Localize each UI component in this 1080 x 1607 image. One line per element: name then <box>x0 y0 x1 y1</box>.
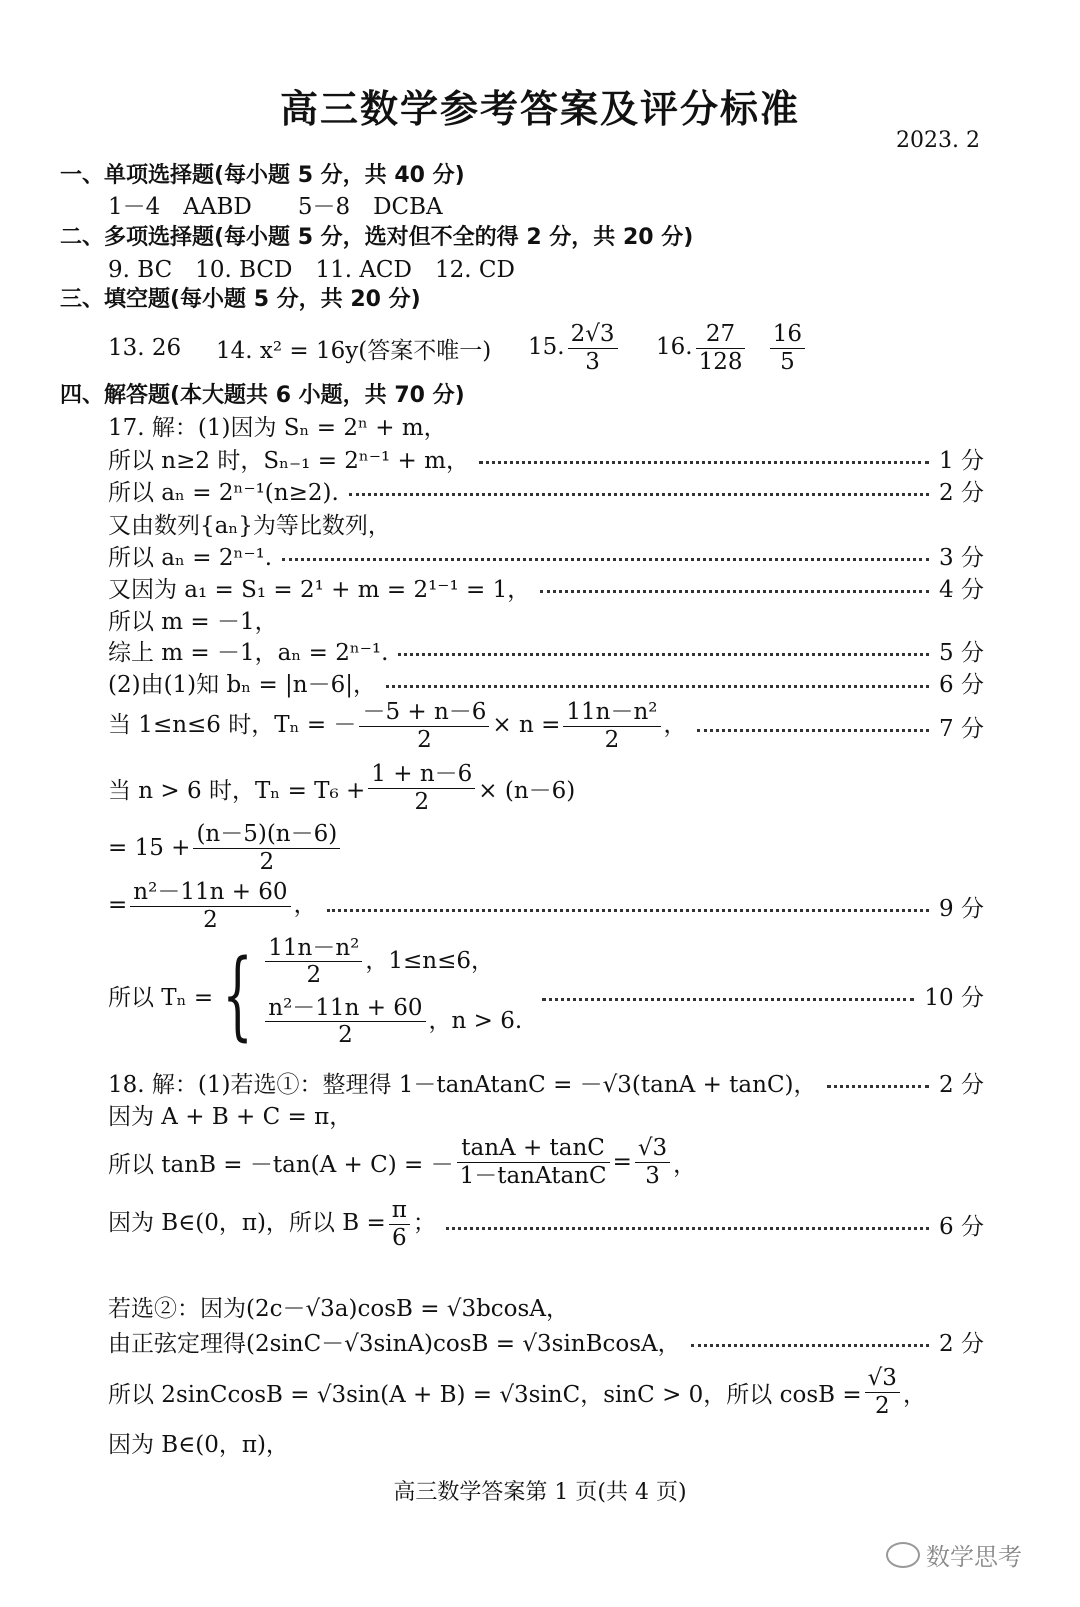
page-title: 高三数学参考答案及评分标准 <box>279 87 800 131</box>
score: 1 分 <box>939 448 984 474</box>
q17-line: 又因为 a₁ = S₁ = 2¹ + m = 2¹⁻¹ = 1， 4 分 <box>0 571 1080 604</box>
q17-line: = 15 + $\frac{(n-5)(n-6)}{2}$ <box>0 818 1080 878</box>
page-footer: 高三数学答案第 1 页(共 4 页) <box>393 1480 687 1505</box>
date: 2023. 2 <box>896 128 980 153</box>
q17-line: 所以 aₙ = 2ⁿ⁻¹. 3 分 <box>0 539 1080 572</box>
score: 4 分 <box>939 577 984 603</box>
q18-line: 因为 B∈(0，π)， <box>108 1432 289 1458</box>
q18-line: 因为 A + B + C = π， <box>108 1104 353 1130</box>
score: 2 分 <box>939 1331 984 1357</box>
q17-line: 当 n > 6 时，Tₙ = T₆ + $\frac{1 + n-6}{2}$ × (n－6) <box>108 761 576 815</box>
q17-line: 17. 解：(1)因为 Sₙ = 2ⁿ + m， <box>108 415 447 441</box>
answer-15: 15. $\frac{2√3}{3}$ <box>528 321 656 375</box>
answer-14: 14. x² = 16y(答案不唯一) <box>216 337 492 364</box>
q17-line: (2)由(1)知 bₙ = |n－6|， 6 分 <box>0 666 1080 699</box>
score: 6 分 <box>939 1213 984 1240</box>
q18-line: 所以 2sinCcosB = √3sin(A + B) = √3sinC，sinC > 0，所以 cosB = $\frac{√3}{2}$ ， <box>108 1365 926 1419</box>
q17-line: 又由数列{aₙ}为等比数列， <box>108 513 391 539</box>
section-4-heading: 四、解答题(本大题共 6 小题，共 70 分) <box>60 383 465 408</box>
score: 10 分 <box>924 984 984 1011</box>
q17-line: 所以 aₙ = 2ⁿ⁻¹(n≥2). 2 分 <box>0 474 1080 507</box>
q17-piecewise: 所以 Tₙ = { $\frac{\text{11n－n²}}{2}$ ，1≤n≤6， $\frac{\text{n²－11n + 60}}{2}$ ，n > 6. 10 分 <box>108 935 984 1051</box>
score: 7 分 <box>939 715 984 742</box>
section-3-heading: 三、填空题(每小题 5 分，共 20 分) <box>60 287 421 312</box>
q18-line: 由正弦定理得(2sinC－√3sinA)cosB = √3sinBcosA， 2 分 <box>0 1325 1080 1358</box>
score: 6 分 <box>939 672 984 698</box>
left-brace: { <box>222 939 253 1051</box>
section-1-answers: 1－4 AABD 5－8 DCBA <box>108 194 443 220</box>
score: 2 分 <box>939 1072 984 1098</box>
score: 5 分 <box>939 640 984 666</box>
score: 9 分 <box>939 895 984 922</box>
q17-line: 所以 n≥2 时，Sₙ₋₁ = 2ⁿ⁻¹ + m， 1 分 <box>0 442 1080 475</box>
section-2-heading: 二、多项选择题(每小题 5 分，选对但不全的得 2 分，共 20 分) <box>60 225 694 250</box>
watermark: 数学思考 <box>886 1537 1022 1572</box>
q17-line: = $\frac{\text{n²－11n + 60}}{2}$ ， 9 分 <box>108 879 984 933</box>
section-2-answers: 9. BC 10. BCD 11. ACD 12. CD <box>108 257 515 283</box>
q18-line: 因为 B∈(0，π)，所以 B = $\frac{\pi}{6}$ ； 6 分 <box>108 1197 984 1251</box>
q17-line: 综上 m = －1，aₙ = 2ⁿ⁻¹. 5 分 <box>0 634 1080 667</box>
wechat-icon <box>886 1542 920 1568</box>
q18-line: 18. 解：(1)若选①：整理得 1－tanAtanC = －√3(tanA + tanC)， 2 分 <box>0 1066 1080 1099</box>
q18-line: 所以 tanB = －tan(A + C) = － $\frac{\tan A + \tan C}{\text{1－tanAtanC}}$ = $\frac{√3}{3}$ ， <box>108 1135 697 1189</box>
answer-13: 13. 26 <box>108 335 182 361</box>
score: 2 分 <box>939 480 984 506</box>
score: 3 分 <box>939 545 984 571</box>
q18-line: 若选②：因为(2c－√3a)cosB = √3bcosA， <box>108 1296 569 1322</box>
q17-line: 当 1≤n≤6 时，Tₙ = － $\frac{-5 + n-6}{2}$ × n = $\frac{\text{11n－n²}}{2}$ ， 7 分 <box>108 699 984 753</box>
q17-line: 所以 m = －1， <box>108 609 278 635</box>
section-3-answers <box>0 318 1080 378</box>
section-1-heading: 一、单项选择题(每小题 5 分，共 40 分) <box>60 163 465 188</box>
answer-16: 16. $\frac{27}{128}$ $\frac{16}{5}$ <box>656 321 808 375</box>
